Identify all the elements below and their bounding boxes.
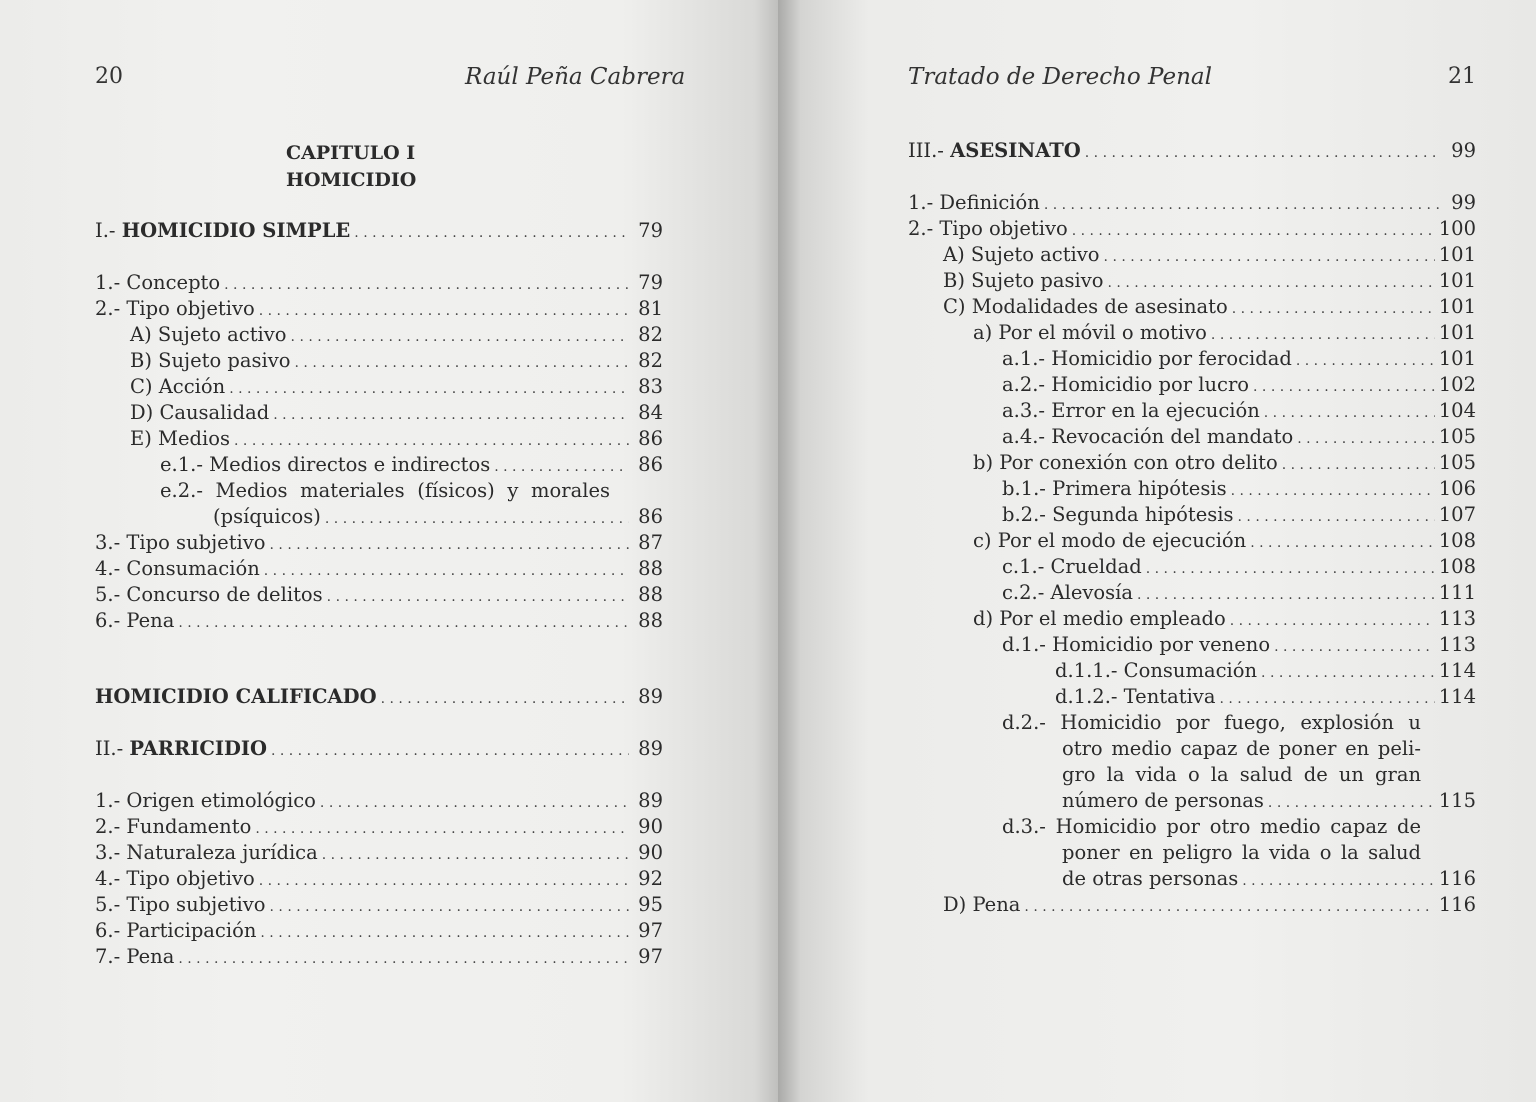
toc-entry-continued-line: d.3.- Homicidio por otro medio capaz de bbox=[1002, 815, 1421, 838]
toc-entry[interactable]: 4.- Consumación . . . 88 bbox=[95, 556, 663, 582]
toc-entry[interactable]: a.2.- Homicidio por lucro . . . 102 bbox=[1002, 372, 1476, 398]
toc-entry[interactable]: 2.- Fundamento . . . 90 bbox=[95, 814, 663, 840]
toc-entry[interactable]: 4.- Tipo objetivo . . . 92 bbox=[95, 866, 663, 892]
toc-entry[interactable]: e.1.- Medios directos e indirectos . . . 86 bbox=[160, 452, 663, 478]
toc-entry-continued-line: poner en peligro la vida o la salud bbox=[1062, 841, 1421, 864]
running-head-author: Raúl Peña Cabrera bbox=[465, 64, 686, 90]
toc-entry[interactable]: 3.- Tipo subjetivo . . . 87 bbox=[95, 530, 663, 556]
chapter-heading bbox=[286, 140, 416, 194]
toc-entry[interactable]: a) Por el móvil o motivo . . . 101 bbox=[973, 320, 1476, 346]
page-number-left: 20 bbox=[95, 64, 123, 89]
toc-entry[interactable]: de otras personas . . . 116 bbox=[1062, 866, 1476, 892]
toc-entry[interactable]: E) Medios . . . 86 bbox=[130, 426, 663, 452]
toc-entry-continued-line: d.2.- Homicidio por fuego, explosión u bbox=[1002, 711, 1421, 734]
toc-entry[interactable]: 1.- Origen etimológico . . . 89 bbox=[95, 788, 663, 814]
toc-entry[interactable]: 1.- Definición . . . 99 bbox=[908, 190, 1476, 216]
toc-entry-homicidio-simple[interactable]: I.- HOMICIDIO SIMPLE . . . 79 bbox=[95, 218, 663, 244]
toc-entry[interactable]: d.1.2.- Tentativa . . . 114 bbox=[1055, 684, 1476, 710]
toc-entry[interactable]: (psíquicos) . . . 86 bbox=[213, 504, 663, 530]
toc-entry[interactable]: b.2.- Segunda hipótesis . . . 107 bbox=[1002, 502, 1476, 528]
toc-entry[interactable]: b) Por conexión con otro delito . . . 105 bbox=[973, 450, 1476, 476]
toc-entry[interactable]: A) Sujeto activo . . . 82 bbox=[130, 322, 663, 348]
toc-entry[interactable]: B) Sujeto pasivo . . . 82 bbox=[130, 348, 663, 374]
toc-entry[interactable]: b.1.- Primera hipótesis . . . 106 bbox=[1002, 476, 1476, 502]
toc-entry[interactable]: 7.- Pena . . . 97 bbox=[95, 944, 663, 970]
toc-entry[interactable]: d.1.- Homicidio por veneno . . . 113 bbox=[1002, 632, 1476, 658]
toc-entry-continued-line: otro medio capaz de poner en peli- bbox=[1062, 737, 1421, 760]
toc-entry-continued-line: gro la vida o la salud de un gran bbox=[1062, 763, 1421, 786]
toc-entry[interactable]: c) Por el modo de ejecución . . . 108 bbox=[973, 528, 1476, 554]
toc-entry[interactable]: A) Sujeto activo . . . 101 bbox=[943, 242, 1476, 268]
toc-entry[interactable]: a.3.- Error en la ejecución . . . 104 bbox=[1002, 398, 1476, 424]
toc-entry[interactable]: D) Causalidad . . . 84 bbox=[130, 400, 663, 426]
toc-entry[interactable]: d) Por el medio empleado . . . 113 bbox=[973, 606, 1476, 632]
toc-entry[interactable]: 3.- Naturaleza jurídica . . . 90 bbox=[95, 840, 663, 866]
toc-entry-continued-line: e.2.- Medios materiales (físicos) y morales bbox=[160, 479, 610, 502]
toc-entry[interactable]: C) Modalidades de asesinato . . . 101 bbox=[943, 294, 1476, 320]
toc-entry-asesinato[interactable]: III.- ASESINATO . . . 99 bbox=[908, 138, 1476, 164]
toc-entry[interactable]: 5.- Tipo subjetivo . . . 95 bbox=[95, 892, 663, 918]
toc-entry[interactable]: c.1.- Crueldad . . . 108 bbox=[1002, 554, 1476, 580]
chapter-title: CAPITULO I bbox=[286, 142, 416, 164]
toc-entry[interactable]: número de personas . . . 115 bbox=[1062, 788, 1476, 814]
toc-entry[interactable]: 2.- Tipo objetivo . . . 81 bbox=[95, 296, 663, 322]
right-page bbox=[778, 0, 1536, 1102]
toc-entry[interactable]: a.1.- Homicidio por ferocidad . . . 101 bbox=[1002, 346, 1476, 372]
toc-entry-homicidio-calificado[interactable]: HOMICIDIO CALIFICADO . . . 89 bbox=[95, 684, 663, 710]
chapter-subtitle: HOMICIDIO bbox=[286, 169, 417, 191]
toc-entry[interactable]: 2.- Tipo objetivo . . . 100 bbox=[908, 216, 1476, 242]
toc-entry[interactable]: 5.- Concurso de delitos . . . 88 bbox=[95, 582, 663, 608]
page-number-right: 21 bbox=[1448, 64, 1476, 89]
toc-entry-parricidio[interactable]: II.- PARRICIDIO . . . 89 bbox=[95, 736, 663, 762]
toc-entry[interactable]: a.4.- Revocación del mandato . . . 105 bbox=[1002, 424, 1476, 450]
toc-entry[interactable]: B) Sujeto pasivo . . . 101 bbox=[943, 268, 1476, 294]
toc-entry[interactable]: C) Acción . . . 83 bbox=[130, 374, 663, 400]
toc-entry[interactable]: 1.- Concepto . . . 79 bbox=[95, 270, 663, 296]
toc-entry[interactable]: 6.- Pena . . . 88 bbox=[95, 608, 663, 634]
toc-entry[interactable]: d.1.1.- Consumación . . . 114 bbox=[1055, 658, 1476, 684]
running-head-title: Tratado de Derecho Penal bbox=[908, 64, 1212, 90]
toc-entry[interactable]: c.2.- Alevosía . . . 111 bbox=[1002, 580, 1476, 606]
toc-entry[interactable]: 6.- Participación . . . 97 bbox=[95, 918, 663, 944]
toc-entry[interactable]: D) Pena . . . 116 bbox=[943, 892, 1476, 918]
